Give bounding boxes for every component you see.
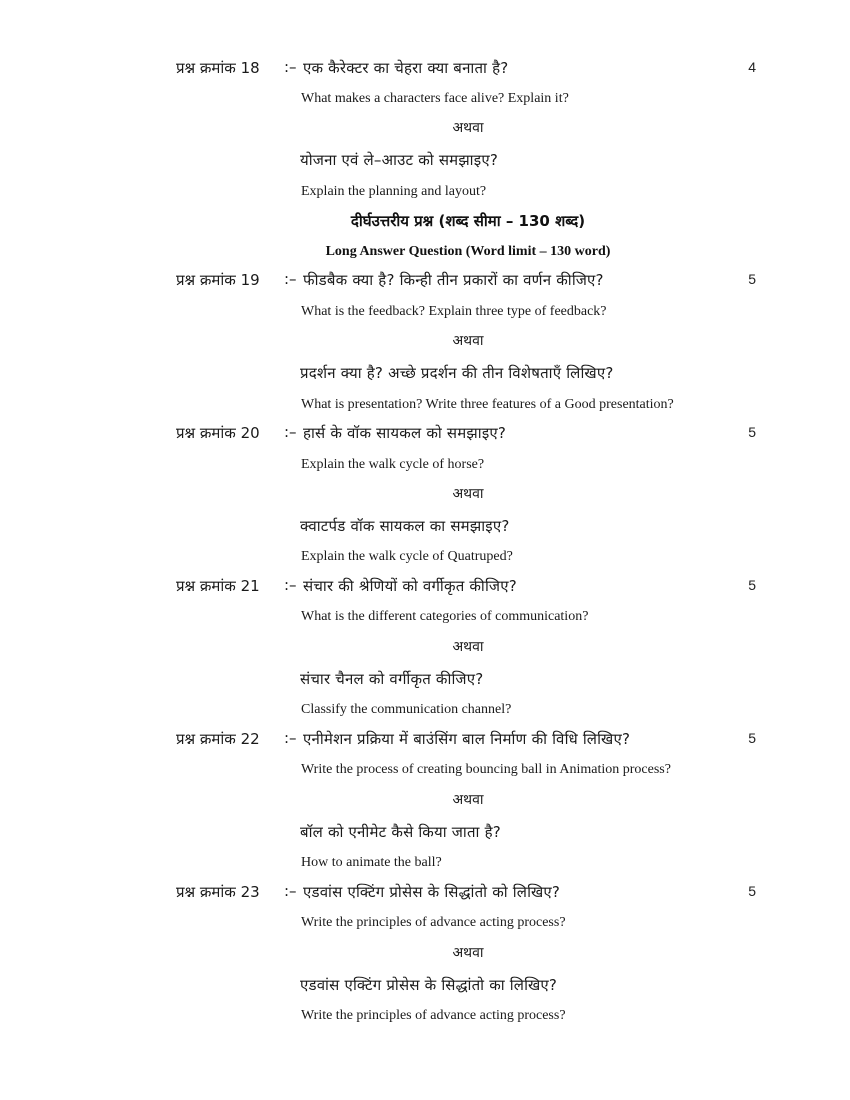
question-text-hindi: फीडबैक क्या है? किन्ही तीन प्रकारों का वर्णन कीजिए? (303, 271, 604, 289)
question-18-alt-hindi: योजना एवं ले–आउट को समझाइए? (300, 151, 498, 169)
question-19-or: अथवा (452, 333, 484, 349)
question-separator: :– (284, 576, 297, 594)
question-19-alt-english: What is presentation? Write three features of a Good presentation? (301, 397, 674, 412)
question-separator: :– (284, 270, 297, 288)
question-18-english: What makes a characters face alive? Explain it? (301, 91, 569, 106)
question-18-or: अथवा (452, 120, 484, 136)
question-23-or: अथवा (452, 945, 484, 961)
question-21-header (176, 576, 756, 602)
question-22-alt-hindi: बॉल को एनीमेट कैसे किया जाता है? (300, 823, 501, 841)
question-19-header (176, 270, 756, 296)
question-20-english: Explain the walk cycle of horse? (301, 457, 485, 472)
question-text-hindi: हार्स के वॉक सायकल को समझाइए? (303, 424, 507, 442)
question-text-hindi: संचार की श्रेणियों को वर्गीकृत कीजिए? (303, 577, 517, 595)
question-19-alt-hindi: प्रदर्शन क्या है? अच्छे प्रदर्शन की तीन विशेषताएँ लिखिए? (300, 364, 614, 382)
question-marks: 5 (748, 424, 756, 440)
question-text-hindi: एक कैरेक्टर का चेहरा क्या बनाता है? (303, 59, 509, 77)
question-separator: :– (284, 58, 297, 76)
question-text-hindi: एनीमेशन प्रक्रिया में बाउंसिंग बाल निर्माण की विधि लिखिए? (303, 730, 631, 748)
question-23-header (176, 882, 756, 908)
question-20-or: अथवा (452, 486, 484, 502)
question-number: प्रश्न क्रमांक 20 (176, 424, 260, 442)
question-23-alt-english: Write the principles of advance acting process? (301, 1008, 566, 1023)
question-separator: :– (284, 423, 297, 441)
question-marks: 5 (748, 730, 756, 746)
question-18-alt-english: Explain the planning and layout? (301, 184, 487, 199)
question-23-alt-hindi: एडवांस एक्टिंग प्रोसेस के सिद्धांतो का लिखिए? (300, 976, 558, 994)
question-number: प्रश्न क्रमांक 19 (176, 271, 260, 289)
question-marks: 5 (748, 883, 756, 899)
question-marks: 4 (748, 59, 756, 75)
question-20-alt-english: Explain the walk cycle of Quatruped? (301, 549, 513, 564)
question-number: प्रश्न क्रमांक 18 (176, 59, 260, 77)
question-22-english: Write the process of creating bouncing ball in Animation process? (301, 762, 671, 777)
question-20-header (176, 423, 756, 449)
question-18-header (176, 58, 756, 84)
question-text-hindi: एडवांस एक्टिंग प्रोसेस के सिद्धांतो को लिखिए? (303, 883, 561, 901)
question-21-or: अथवा (452, 639, 484, 655)
question-separator: :– (284, 882, 297, 900)
question-23-english: Write the principles of advance acting process? (301, 915, 566, 930)
question-separator: :– (284, 729, 297, 747)
question-number: प्रश्न क्रमांक 22 (176, 730, 260, 748)
question-number: प्रश्न क्रमांक 23 (176, 883, 260, 901)
question-marks: 5 (748, 271, 756, 287)
question-22-or: अथवा (452, 792, 484, 808)
section-heading-english: Long Answer Question (Word limit – 130 word) (325, 244, 611, 259)
question-21-alt-english: Classify the communication channel? (301, 702, 512, 717)
question-21-alt-hindi: संचार चैनल को वर्गीकृत कीजिए? (300, 670, 484, 688)
question-22-header (176, 729, 756, 755)
question-22-alt-english: How to animate the ball? (301, 855, 442, 870)
question-marks: 5 (748, 577, 756, 593)
question-19-english: What is the feedback? Explain three type of feedback? (301, 304, 607, 319)
question-20-alt-hindi: क्वाटर्पड वॉक सायकल का समझाइए? (300, 517, 510, 535)
question-number: प्रश्न क्रमांक 21 (176, 577, 260, 595)
question-21-english: What is the different categories of communication? (301, 609, 589, 624)
section-heading-hindi: दीर्घउत्तरीय प्रश्न (शब्द सीमा – 130 शब्द) (350, 212, 586, 230)
